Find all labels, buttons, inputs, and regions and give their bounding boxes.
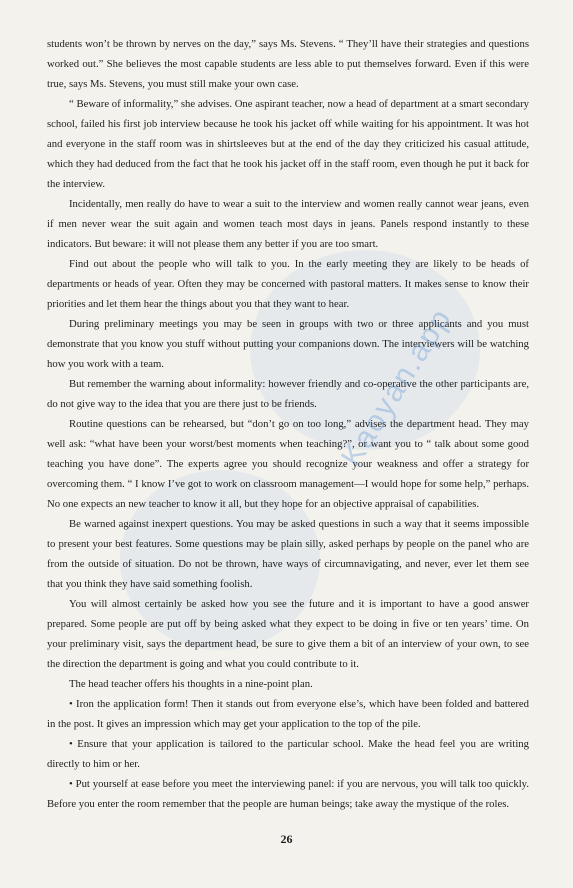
paragraph: Incidentally, men really do have to wear a suit to the interview and women really cannot wear jeans, even if men never wear the suit again and women teach most days in jeans. Panels respond instantly to these indicators. But beware: it will not please them any better if you are too smart. (47, 198, 529, 250)
bullet-paragraph: • Put yourself at ease before you meet the interviewing panel: if you are nervous, you will talk too quickly. Before you enter the room remember that the people are human beings; take away the mystique of the roles. (47, 778, 529, 810)
paragraph: The head teacher offers his thoughts in a nine-point plan. (69, 678, 313, 690)
paragraph: But remember the warning about informality: however friendly and co-operative the other participants are, do not give way to the idea that you are there just to be friends. (47, 378, 529, 410)
paragraph: Be warned against inexpert questions. You may be asked questions in such a way that it seems impossible to present your best features. Some questions may be plain silly, asked perhaps by people on the panel who are from the outside of situation. Do not be thrown, have ways of circumnavigating, and never, ever let them see that you think they have said something foolish. (47, 518, 529, 590)
bullet-paragraph: • Ensure that your application is tailored to the particular school. Make the head feel you are writing directly to him or her. (47, 738, 529, 770)
paragraph: “ Beware of informality,” she advises. One aspirant teacher, now a head of department at a smart secondary school, failed his first job interview because he took his jacket off while waiting for his appointment. It was hot and everyone in the staff room was in shirtsleeves but at the end of the day they criticized his casual attitude, which they had deduced from the fact that he took his jacket off in the staff room, even though he put it back for the interview. (47, 98, 529, 190)
paragraph: students won’t be thrown by nerves on the day,” says Ms. Stevens. “ They’ll have their strategies and questions worked out.” She believes the most capable students are less able to put themselves forward. Even if this were true, says Ms. Stevens, you must still make your own case. (47, 38, 529, 90)
page-number: 26 (280, 832, 293, 846)
paragraph: Find out about the people who will talk to you. In the early meeting they are likely to be heads of departments or heads of year. Often they may be concerned with pastoral matters. It makes sense to know their priorities and let them hear the things about you that they want to hear. (47, 258, 529, 310)
paragraph: You will almost certainly be asked how you see the future and it is important to have a good answer prepared. Some people are put off by being asked what they expect to be doing in five or ten years’ time. On your preliminary visit, says the department head, be sure to give them a bit of an interview of your own, to see the direction the department is going and what you could contribute to it. (47, 598, 529, 670)
paragraph: During preliminary meetings you may be seen in groups with two or three applicants and you must demonstrate that you know you stuff without putting your companions down. The interviewers will be watching how you work with a team. (47, 318, 529, 370)
document-body (47, 34, 529, 814)
paragraph: Routine questions can be rehearsed, but “don’t go on too long,” advises the department head. They may well ask: “what have been your worst/best moments when teaching?”, or want you to “ talk about some good teaching you have done”. The experts agree you should recognize your weakness and offer a strategy for overcoming them. “ I know I’ve got to work on classroom management—I would hope for some help,” perhaps. No one expects an new teacher to know it all, but they hope for an objective appraisal of capabilities. (47, 418, 529, 510)
watermark: Kaoyan.app (335, 302, 459, 473)
bullet-paragraph: • Iron the application form! Then it stands out from everyone else’s, which have been folded and battered in the post. It gives an impression which may get your application to the top of the pile. (47, 698, 529, 730)
